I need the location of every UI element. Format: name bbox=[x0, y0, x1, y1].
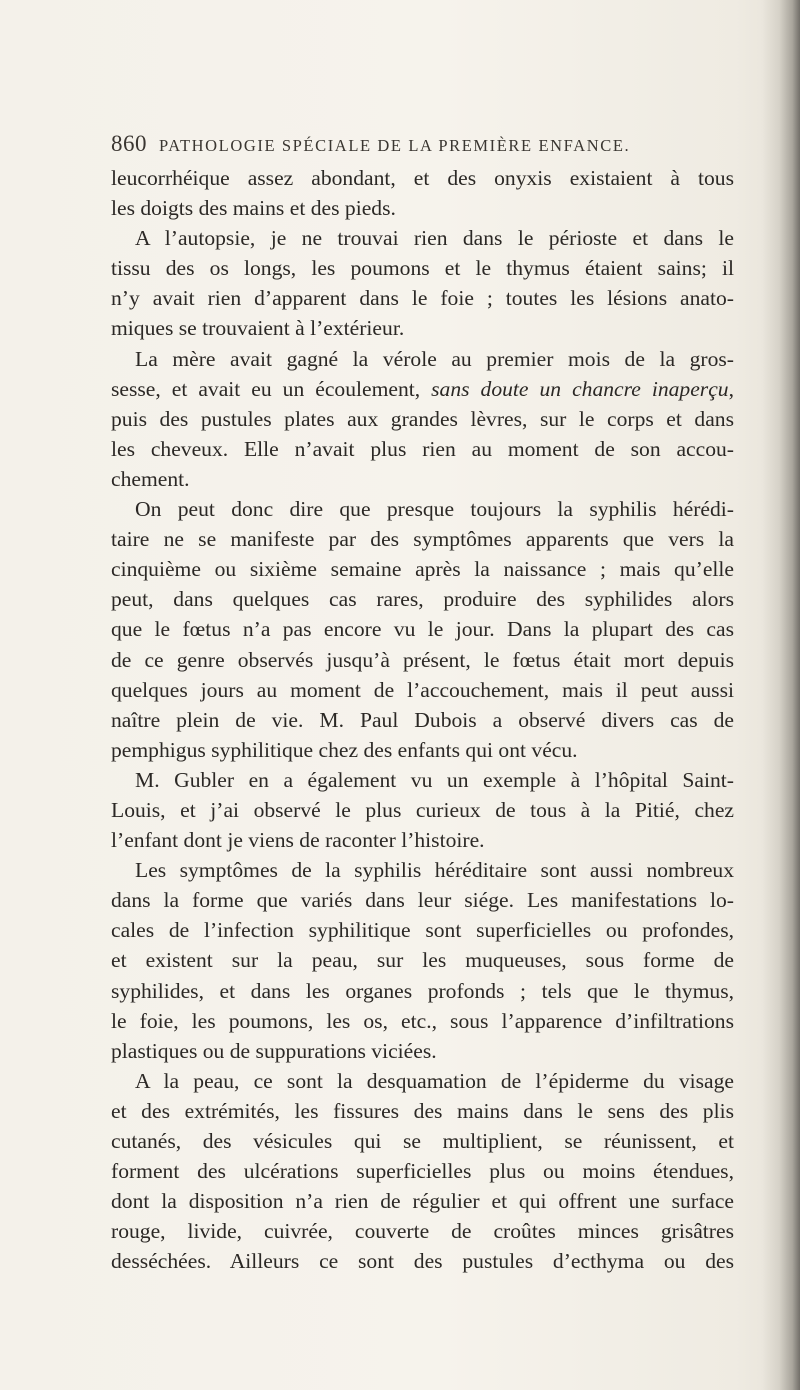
page-edge-shadow bbox=[762, 0, 800, 1390]
text-line: chement. bbox=[111, 466, 190, 491]
text-line: de ce genre observés jusqu’à présent, le fœtus était mort depuis bbox=[111, 647, 734, 672]
text-line: M. Gubler en a également vu un exemple à l’hôpital Saint- bbox=[135, 767, 734, 792]
text-line: plastiques ou de suppurations viciées. bbox=[111, 1038, 437, 1063]
text-line: On peut donc dire que presque toujours la syphilis hérédi- bbox=[135, 497, 734, 522]
text-line: les doigts des mains et des pieds. bbox=[111, 196, 396, 221]
text-line: A la peau, ce sont la desquamation de l’épiderme du visage bbox=[135, 1068, 734, 1093]
text-segment: sesse, et avait eu un écoulement, bbox=[111, 376, 432, 401]
text-line: La mère avait gagné la vérole au premier mois de la gros- bbox=[135, 346, 734, 371]
text-line: miques se trouvaient à l’extérieur. bbox=[111, 316, 405, 341]
text-line bbox=[111, 374, 734, 404]
text-line: dont la disposition n’a rien de régulier et qui offrent une surface bbox=[111, 1189, 734, 1214]
text-line: l’enfant dont je viens de raconter l’histoire. bbox=[111, 828, 485, 853]
italic-phrase: sans doute un chancre inaperçu bbox=[431, 376, 729, 401]
text-line: que le fœtus n’a pas encore vu le jour. Dans la plupart des cas bbox=[111, 617, 734, 642]
text-line: puis des pustules plates aux grandes lèvres, sur le corps et dans bbox=[111, 406, 734, 431]
text-line: taire ne se manifeste par des symptômes apparents que vers la bbox=[111, 527, 734, 552]
text-line: n’y avait rien d’apparent dans le foie ; toutes les lésions anato- bbox=[111, 286, 734, 311]
text-line: cales de l’infection syphilitique sont superficielles ou profondes, bbox=[111, 918, 734, 943]
page-number: 860 bbox=[111, 131, 147, 156]
text-line: leucorrhéique assez abondant, et des onyxis existaient à tous bbox=[111, 166, 734, 190]
text-line: A l’autopsie, je ne trouvai rien dans le périoste et dans le bbox=[135, 226, 734, 251]
page-header bbox=[111, 131, 711, 157]
text-line: dans la forme que variés dans leur siége. Les manifestations lo- bbox=[111, 888, 734, 913]
running-title: PATHOLOGIE SPÉCIALE DE LA PREMIÈRE ENFANCE. bbox=[159, 136, 631, 155]
text-line: tissu des os longs, les poumons et le thymus étaient sains; il bbox=[111, 256, 734, 281]
text-line: Les symptômes de la syphilis héréditaire sont aussi nombreux bbox=[135, 858, 734, 883]
text-line: Louis, et j’ai observé le plus curieux de tous à la Pitié, chez bbox=[111, 797, 734, 822]
text-segment: , bbox=[728, 376, 734, 401]
body-text bbox=[111, 163, 734, 1276]
text-line: pemphigus syphilitique chez des enfants qui ont vécu. bbox=[111, 737, 578, 762]
text-line: quelques jours au moment de l’accouchement, mais il peut aussi bbox=[111, 677, 734, 702]
text-line: desséchées. Ailleurs ce sont des pustules d’ecthyma ou des bbox=[111, 1249, 734, 1274]
text-line: et des extrémités, les fissures des mains dans le sens des plis bbox=[111, 1098, 734, 1123]
text-line: forment des ulcérations superficielles plus ou moins étendues, bbox=[111, 1159, 734, 1184]
text-line: et existent sur la peau, sur les muqueuses, sous forme de bbox=[111, 948, 734, 973]
text-line: les cheveux. Elle n’avait plus rien au moment de son accou- bbox=[111, 436, 734, 461]
text-line: rouge, livide, cuivrée, couverte de croûtes minces grisâtres bbox=[111, 1219, 734, 1244]
text-line: naître plein de vie. M. Paul Dubois a observé divers cas de bbox=[111, 707, 734, 732]
text-line: peut, dans quelques cas rares, produire des syphilides alors bbox=[111, 587, 734, 612]
text-line: le foie, les poumons, les os, etc., sous l’apparence d’infiltrations bbox=[111, 1008, 734, 1033]
text-line: cinquième ou sixième semaine après la naissance ; mais qu’elle bbox=[111, 557, 734, 582]
text-line: cutanés, des vésicules qui se multiplient, se réunissent, et bbox=[111, 1129, 734, 1153]
text-line: syphilides, et dans les organes profonds ; tels que le thymus, bbox=[111, 978, 734, 1003]
